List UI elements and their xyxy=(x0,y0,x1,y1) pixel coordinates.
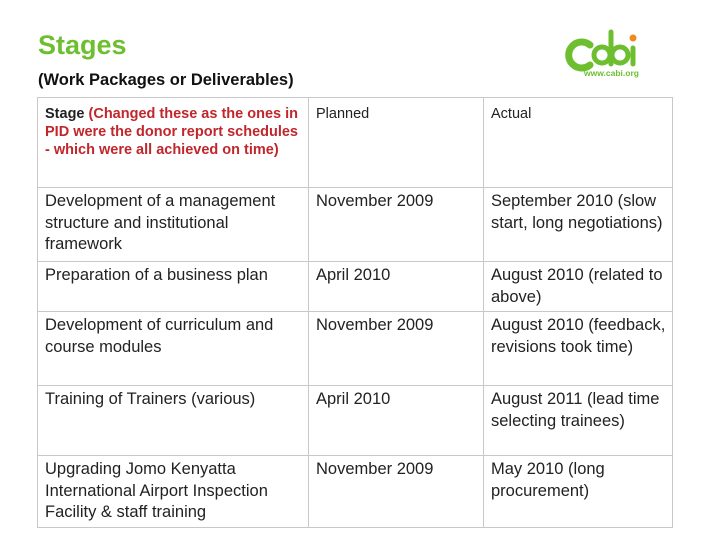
table-header-row xyxy=(38,98,673,188)
header-planned-cell: Planned xyxy=(309,98,484,188)
stages-table xyxy=(37,97,673,528)
header-stage-cell xyxy=(38,98,309,188)
stage-cell: Upgrading Jomo Kenyatta International Airport Inspection Facility & staff training xyxy=(38,456,309,528)
logo-url-text: www.cabi.org xyxy=(584,68,639,78)
slide-title: Stages xyxy=(38,30,127,60)
stage-cell: Training of Trainers (various) xyxy=(38,386,309,456)
header-stage-note: (Changed these as the ones in PID were the donor report schedules - which were all achieved on time) xyxy=(45,106,299,158)
table-row xyxy=(38,188,673,262)
stage-cell: Development of a management structure and institutional framework xyxy=(38,188,309,262)
stage-cell: Development of curriculum and course modules xyxy=(38,312,309,386)
planned-cell: November 2009 xyxy=(309,312,484,386)
actual-cell: August 2010 (feedback, revisions took time) xyxy=(484,312,673,386)
planned-cell: April 2010 xyxy=(309,262,484,312)
table-row xyxy=(38,386,673,456)
actual-cell: September 2010 (slow start, long negotiations) xyxy=(484,188,673,262)
table-row xyxy=(38,262,673,312)
table-row xyxy=(38,312,673,386)
actual-cell: August 2010 (related to above) xyxy=(484,262,673,312)
slide-subtitle: (Work Packages or Deliverables) xyxy=(38,71,294,89)
actual-cell: May 2010 (long procurement) xyxy=(484,456,673,528)
header-stage-label: Stage xyxy=(45,106,89,122)
table-row xyxy=(38,456,673,528)
planned-cell: April 2010 xyxy=(309,386,484,456)
header-actual-cell: Actual xyxy=(484,98,673,188)
planned-cell: November 2009 xyxy=(309,456,484,528)
planned-cell: November 2009 xyxy=(309,188,484,262)
actual-cell: August 2011 (lead time selecting trainees) xyxy=(484,386,673,456)
stage-cell: Preparation of a business plan xyxy=(38,262,309,312)
